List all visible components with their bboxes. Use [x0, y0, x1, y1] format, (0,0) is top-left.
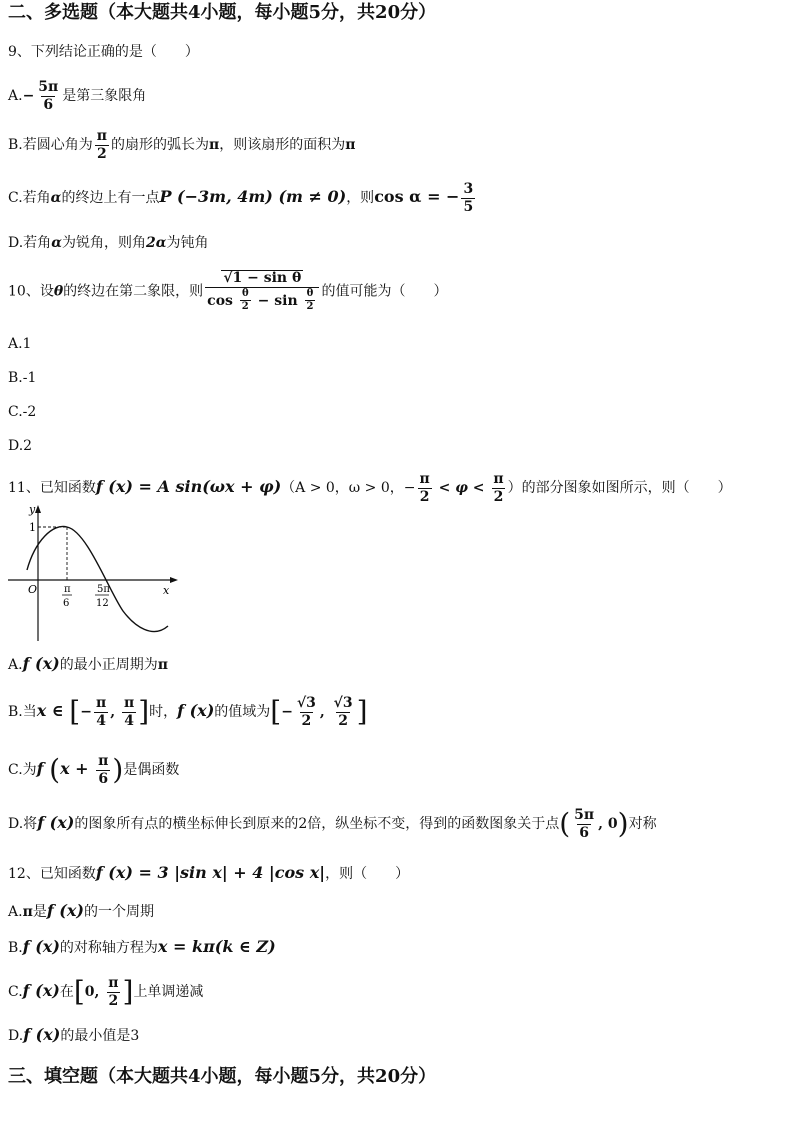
q9-option-b: B.若圆心角为 $\frac{\pi}{2}$ 的扇形的弧长为π，则该扇形的面积为π	[8, 128, 356, 162]
q11-sine-graph	[5, 503, 180, 643]
x-label: x	[163, 584, 170, 597]
q10-option-b: B.-1	[8, 370, 37, 386]
sine-curve	[27, 526, 168, 631]
tick-5pi-12-num: 5π	[97, 584, 110, 595]
q11-option-b: B.当x ∈ [− $\frac{\pi}{4}$ , $\frac{\pi}{4}$ ]时，f (x)的值域为[− $\frac{√3}{2}$ , $\frac{√3}{2}$ ]	[8, 695, 368, 729]
q11-option-a: A.f (x)的最小正周期为π	[8, 654, 168, 673]
tick-pi-6-num: π	[64, 584, 71, 595]
q11-option-d: D.将f (x)的图象所有点的横坐标伸长到原来的2倍，纵坐标不变，得到的函数图象关于点( $\frac{5\pi}{6}$ , 0)对称	[8, 807, 657, 841]
origin-label: O	[28, 583, 38, 596]
q10-option-c: C.-2	[8, 404, 37, 420]
tick-pi-6-den: 6	[63, 598, 70, 609]
y-label: y	[29, 503, 36, 516]
section-2-title: 二、多选题（本大题共4小题，每小题5分，共20分）	[8, 2, 437, 23]
x-axis-arrow	[170, 577, 178, 583]
tick-5pi-12-den: 12	[96, 598, 109, 609]
q10-stem: 10、设θ的终边在第二象限，则 √1 − sin θ cos $\frac{\theta}{2}$ − sin $\frac{\theta}{2}$ 的值可能为（ ）	[8, 270, 448, 313]
q12-option-c: C.f (x)在[0, $\frac{\pi}{2}$ ]上单调递减	[8, 975, 204, 1009]
q12-option-d: D.f (x)的最小值是3	[8, 1025, 140, 1044]
q9-stem: 9、下列结论正确的是（ ）	[8, 44, 199, 60]
q9-option-c: C.若角α的终边上有一点P (−3m, 4m) (m ≠ 0)，则cos α = − $\frac{3}{5}$	[8, 181, 474, 215]
q9-option-d: D.若角α为锐角，则角2α为钝角	[8, 235, 209, 251]
section-3-title: 三、填空题（本大题共4小题，每小题5分，共20分）	[8, 1066, 437, 1087]
q12-option-a: A.π是f (x)的一个周期	[8, 901, 154, 920]
q12-option-b: B.f (x)的对称轴方程为x = kπ(k ∈ Z)	[8, 937, 276, 956]
q9-option-a: A.− $\frac{5\pi}{6}$ 是第三象限角	[8, 79, 147, 113]
q11-option-c: C.为f (x + $\frac{\pi}{6}$ )是偶函数	[8, 753, 180, 787]
q11-stem: 11、已知函数f (x) = A sin(ωx + φ)（A > 0，ω > 0，− $\frac{\pi}{2}$ < φ < $\frac{\pi}{2}$ ）的部分图象如图所示，则（ ）	[8, 471, 732, 505]
q12-stem: 12、已知函数f (x) = 3 |sin x| + 4 |cos x|，则（ ）	[8, 863, 410, 882]
q10-option-a: A.1	[8, 336, 32, 352]
y-tick-1: 1	[29, 521, 36, 534]
q10-option-d: D.2	[8, 438, 33, 454]
y-axis-arrow	[35, 505, 41, 513]
